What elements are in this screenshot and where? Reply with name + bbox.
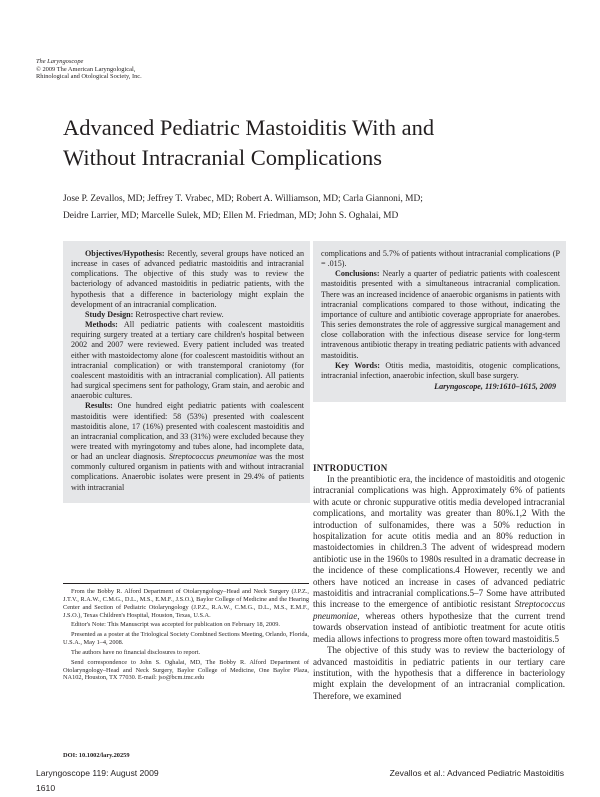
intro-body [313,474,565,702]
article-title [63,113,543,173]
footer-running-title: Zevallos et al.: Advanced Pediatric Mastoiditis [389,768,564,778]
authors-line-2: Deidre Larrier, MD; Marcelle Sulek, MD; Ellen M. Friedman, MD; John S. Oghalai, MD [63,211,399,221]
keywords-text: Otitis media, mastoiditis, otogenic complications, intracranial infection, anaerobic infection, skull base surgery. [321,360,561,380]
footnote-editor: Editor's Note: This Manuscript was accepted for publication on February 18, 2009. [71,621,280,629]
intro-para-1-end: whereas others hypothesize that the current trend towards observation instead of antibiotic treatment for acute otitis media allows infections to progress more often toward mastoiditis.5 [313,610,565,644]
footer-journal: Laryngoscope 119: August 2009 [36,768,159,778]
journal-society: Rhinological and Otological Society, Inc. [36,73,142,81]
results-text-a: One hundred eight pediatric patients with coalescent mastoiditis were identified: 58 (53%) presented with coalescent mastoiditis alone, 17 (16%) presented with coalescent mastoiditis and an intracranial complication, and 33 (31%) were excluded because they were treated with myringotomy and tubes alone, had incomplete data, or had an unclear diagnosis. [71,401,304,462]
journal-name: The Laryngoscope [36,58,84,65]
page-number: 1610 [36,783,56,793]
footnote-divider [63,583,309,584]
intro-para-2: The objective of this study was to review the bacteriology of advanced mastoiditis in pediatric patients in our tertiary care institution, with the hypothesis that a difference in bacteriology might explain the development of an intracranial complication. Therefore, we examined [313,645,565,701]
footnote-correspondence: Send correspondence to John S. Oghalai, MD, The Bobby R. Alford Department of Otolaryngology–Head and Neck Surgery, Baylor College of Medicine, One Baylor Plaza, NA102, Houston, TX 77030. E-mail: jso@bcm.tmc.edu [63,658,309,682]
methods-label: Methods: [85,320,118,330]
abstract-left-column [63,241,310,503]
intro-heading: INTRODUCTION [313,463,388,473]
footnote-disclosure: The authors have no financial disclosures to report. [71,648,201,656]
authors-line-1: Jose P. Zevallos, MD; Jeffrey T. Vrabec, MD; Robert A. Williamson, MD; Carla Giannoni, MD; [63,194,423,204]
author-list [63,191,563,225]
doi: DOI: 10.1002/lary.20259 [63,752,130,759]
conclusions-label: Conclusions: [335,269,380,279]
footnote-affiliation: From the Bobby R. Alford Department of Otolaryngology–Head and Neck Surgery (J.P.Z., J.T.V., R.A.W., C.M.G., D.L., M.S., E.M.F., J.S.O.), Baylor College of Medicine and the Hearing Center and Section of Pediatric Otolaryngology (J.P.Z., R.A.W., C.M.G., D.L., M.S., E.M.F., J.S.O.), Texas Children's Hospital, Houston, Texas, U.S.A. [63,588,309,619]
design-text: Retrospective chart review. [135,309,224,319]
results-organism: Streptococcus pneumoniae [168,452,257,462]
conclusions-text: Nearly a quarter of pediatric patients with coalescent mastoiditis presented with a simultaneous intracranial complication. There was an increased incidence of anaerobic organisms in patients with intracranial complications compared to those without, indicating the importance of culture and antibiotic coverage appropriate for anaerobes. This series demonstrates the role of aggressive surgical management and close collaboration with the infectious disease service for long-term intravenous antibiotic therapy in treating pediatric patients with advanced mastoiditis. [321,269,560,360]
methods-text: All pediatric patients with coalescent mastoiditis requiring surgery treated at a tertiary care children's hospital between 2002 and 2007 were reviewed. Every patient included was treated either with mastoidectomy alone (for coalescent mastoiditis without an intracranial complication) or with transtemporal craniotomy (for coalescent mastoiditis with an intracranial complication). All patients had surgical specimens sent for pathology, Gram stain, and aerobic and anaerobic cultures. [71,320,304,401]
title-line-1: Advanced Pediatric Mastoiditis With and [63,115,435,140]
objectives-label: Objectives/Hypothesis: [85,249,165,258]
title-line-2: Without Intracranial Complications [63,145,383,170]
journal-copyright: © 2009 The American Laryngological, [36,65,136,73]
intro-organism: Streptococcus pneumoniae, [313,599,565,621]
design-label: Study Design: [85,309,134,319]
intro-para-1: In the preantibiotic era, the incidence of mastoiditis and otogenic intracranial complications was high. Approximately 6% of patients with acute or chronic suppurative otitis media developed intracranial complications, and mortality was greater than 80%.1,2 With the introduction of sulfonamides, there was a 50% reduction in hospitalization for acute otitis media and an 80% reduction in mastoidectomies in children.3 The advent of widespread modern antibiotic use in the 1960s to 1980s resulted in a dramatic decrease in the incidence of these complications.4 However, recently we and others have noticed an increase in cases of advanced pediatric mastoiditis and intracranial complications.5–7 Some have attributed this increase to the emergence of antibiotic resistant [313,474,565,610]
abstract-right-column [313,241,566,402]
footnotes [63,588,309,684]
results-label: Results: [85,401,113,411]
objectives-text: Recently, several groups have noticed an increase in cases of advanced pediatric mastoiditis and intracranial complications. The objective of this study was to review the bacteriology of advanced mastoiditis in pediatric patients, with the hypothesis that a difference in bacteriology might explain the development of an intracranial complication. [71,249,304,309]
results-continued: complications and 5.7% of patients without intracranial complications (P = .015). [321,249,560,269]
results-text-b: was the most commonly cultured organism in patients with and without intracranial complications. Anaerobic isolates were present in 29.4% of patients with intracranial [71,452,305,492]
citation: Laryngoscope, 119:1610–1615, 2009 [434,382,556,392]
journal-info [36,58,142,81]
footnote-presented: Presented as a poster at the Triological Society Combined Sections Meeting, Orlando, Florida, U.S.A., May 1–4, 2008. [63,631,309,647]
keywords-label: Key Words: [335,360,380,370]
